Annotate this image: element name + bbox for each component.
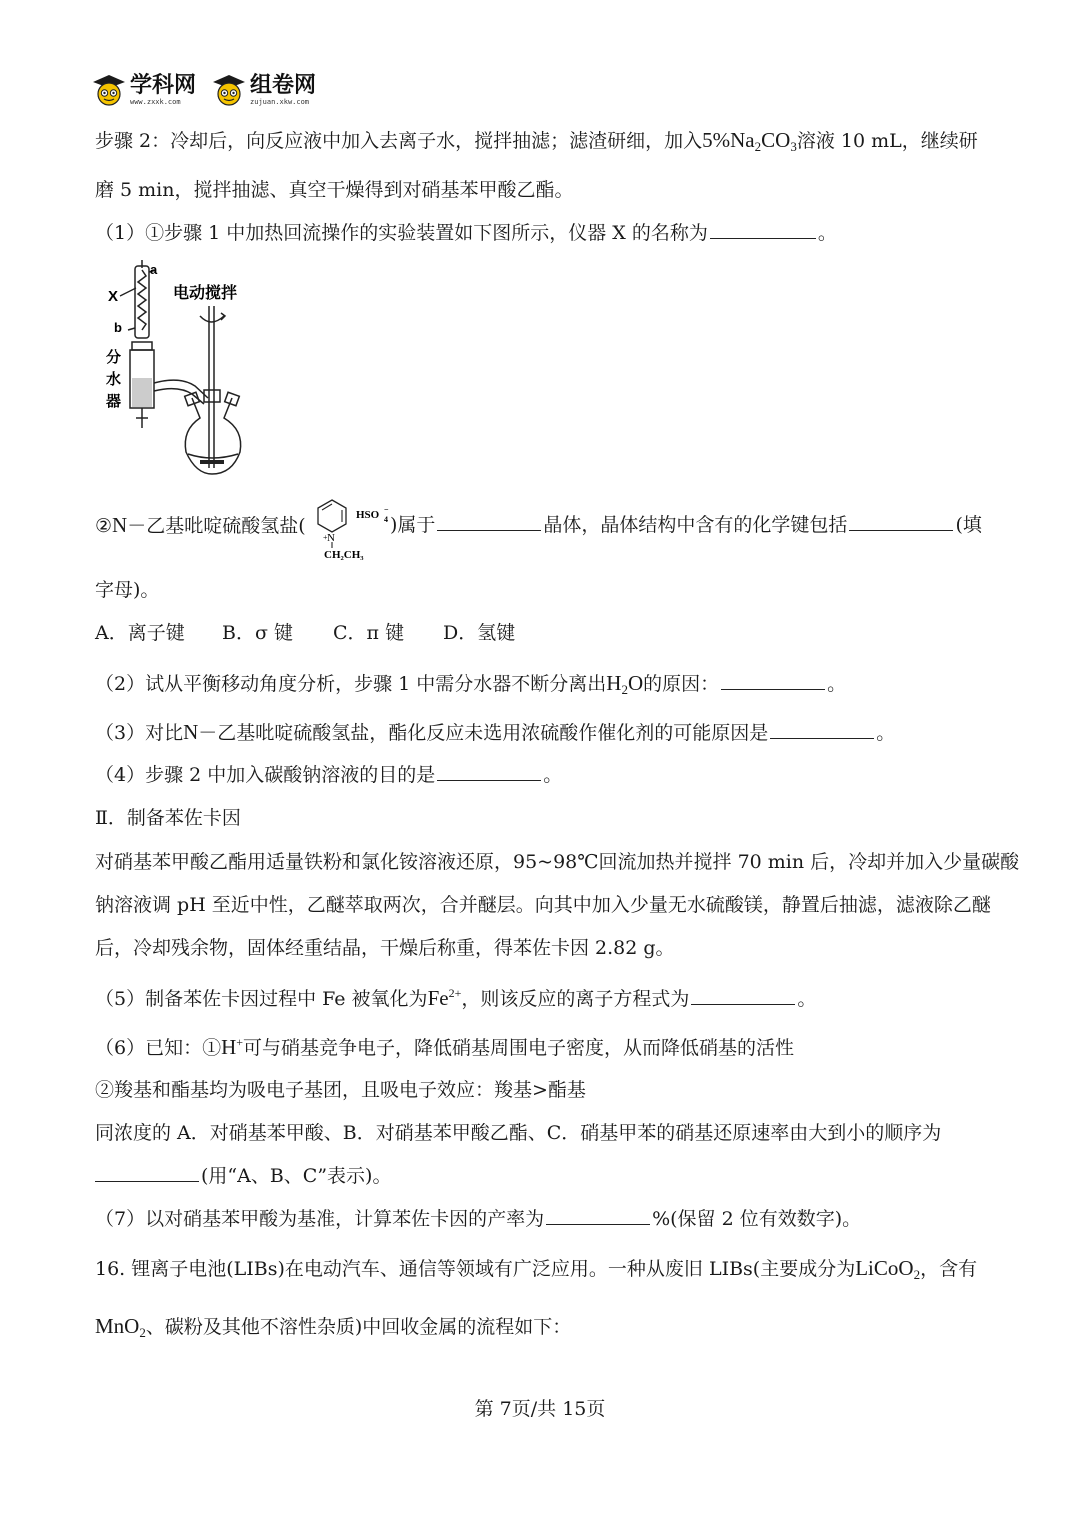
q6-text: （6）已知：①H+可与硝基竞争电子，降低硝基周围电子密度，从而降低硝基的活性 [95, 1035, 795, 1059]
chem-mno2: MnO$_2$ [95, 1314, 146, 1340]
chem-licoo2: LiCoO$_2$ [855, 1256, 921, 1282]
answer-blank[interactable] [437, 779, 541, 781]
answer-blank[interactable] [437, 529, 541, 531]
label-sep-3: 器 [106, 393, 122, 410]
q7-text: （7）以对硝基苯甲酸为基准，计算苯佐卡因的产率为 %(保留 2 位有效数字)。 [95, 1208, 862, 1230]
logo-name: 学科网 [130, 72, 197, 98]
q2-text: （2）试从平衡移动角度分析，步骤 1 中需分水器不断分离出$H_2O$的原因： 。 [95, 671, 847, 697]
reflux-apparatus-diagram [100, 258, 260, 480]
logo-zxxk [92, 74, 196, 106]
logo-zujuan [212, 74, 316, 106]
mascot-icon [212, 74, 246, 106]
q3-text: （3）对比N－乙基吡啶硫酸氢盐，酯化反应未选用浓硫酸作催化剂的可能原因是 。 [95, 720, 896, 744]
logo-url: www.zxxk.com [130, 97, 181, 106]
q1-text: （1）①步骤 1 中加热回流操作的实验装置如下图所示，仪器 X 的名称为 。 [95, 222, 837, 244]
answer-blank[interactable] [710, 237, 816, 239]
q1-2-text-tail: )属于 晶体，晶体结构中含有的化学键包括 (填 [390, 514, 982, 536]
stirrer [200, 306, 225, 468]
step2-line2: 磨 5 min，搅拌抽滤、真空干燥得到对硝基苯甲酸乙酯。 [95, 179, 574, 201]
chem-na2co3: $5\%Na_2CO_3$ [702, 128, 797, 154]
answer-blank[interactable] [691, 1003, 795, 1005]
struct-n: N [327, 532, 335, 544]
q1-2-text: ②N－乙基吡啶硫酸氢盐( [95, 513, 306, 537]
section2-title: Ⅱ．制备苯佐卡因 [95, 807, 241, 829]
option-a: A．离子键 [95, 622, 185, 644]
label-b: b [114, 320, 122, 335]
section2-p1: 对硝基苯甲酸乙酯用适量铁粉和氯化铵溶液还原，95~98℃回流加热并搅拌 70 min 后，冷却并加入少量碳酸 [95, 851, 1020, 873]
svg-text:+: + [323, 533, 328, 542]
answer-blank[interactable] [721, 688, 825, 690]
option-c: C．π 键 [333, 622, 405, 644]
svg-text:−: − [384, 505, 389, 514]
step2-line1: 步骤 2：冷却后，向反应液中加入去离子水，搅拌抽滤；滤渣研细，加入$5\%Na_2CO_3$溶液 10 mL，继续研 [95, 128, 978, 154]
mascot-icon [92, 74, 126, 106]
chem-fe2plus: $Fe^{2+}$ [427, 986, 462, 1010]
answer-blank[interactable] [849, 529, 953, 531]
label-stir: 电动搅拌 [173, 283, 238, 302]
page-footer: 第 7页/共 15页 [474, 1398, 606, 1420]
q5-text: （5）制备苯佐卡因过程中 Fe 被氧化为$Fe^{2+}$，则该反应的离子方程式为 。 [95, 986, 817, 1010]
q6-line4: (用“A、B、C”表示)。 [95, 1164, 391, 1188]
section2-p2: 钠溶液调 pH 至近中性，乙醚萃取两次，合并醚层。向其中加入少量无水硫酸镁，静置后抽滤，滤液除乙醚 [95, 894, 991, 916]
answer-blank[interactable] [95, 1180, 199, 1182]
header-logos [92, 70, 316, 110]
q4-text: （4）步骤 2 中加入碳酸钠溶液的目的是 。 [95, 764, 563, 786]
label-sep-2: 水 [106, 371, 122, 388]
q6-line2: ②羧基和酯基均为吸电子基团，且吸电子效应：羧基>酯基 [95, 1079, 586, 1101]
svg-text:4: 4 [384, 515, 388, 524]
section2-p3: 后，冷却残余物，固体经重结晶，干燥后称重，得苯佐卡因 2.82 g。 [95, 937, 675, 959]
q6-line3: 同浓度的 A．对硝基苯甲酸、B．对硝基苯甲酸乙酯、C．硝基甲苯的硝基还原速率由大到小的顺序为 [95, 1122, 942, 1144]
q1-2-line2: 字母)。 [95, 579, 160, 601]
q16-line2: MnO$_2$、碳粉及其他不溶性杂质)中回收金属的流程如下： [95, 1314, 572, 1340]
chem-h2o: $H_2O$ [606, 671, 644, 697]
label-x: X [108, 288, 119, 305]
logo-name: 组卷网 [250, 72, 317, 98]
struct-hso4: HSO [356, 509, 380, 521]
label-sep-1: 分 [106, 349, 122, 366]
answer-blank[interactable] [770, 737, 874, 739]
q16-line1: 16. 锂离子电池(LIBs)在电动汽车、通信等领域有广泛应用。一种从废旧 LIBs(主要成分为LiCoO$_2$，含有 [95, 1256, 978, 1282]
option-b: B．σ 键 [222, 622, 293, 644]
label-a: a [150, 262, 158, 277]
chem-hplus: H+ [221, 1035, 244, 1059]
logo-url: zujuan.xkw.com [250, 97, 310, 106]
answer-blank[interactable] [546, 1223, 650, 1225]
struct-ethyl: CH₂CH₃ [324, 549, 364, 561]
option-d: D．氢键 [443, 622, 516, 644]
